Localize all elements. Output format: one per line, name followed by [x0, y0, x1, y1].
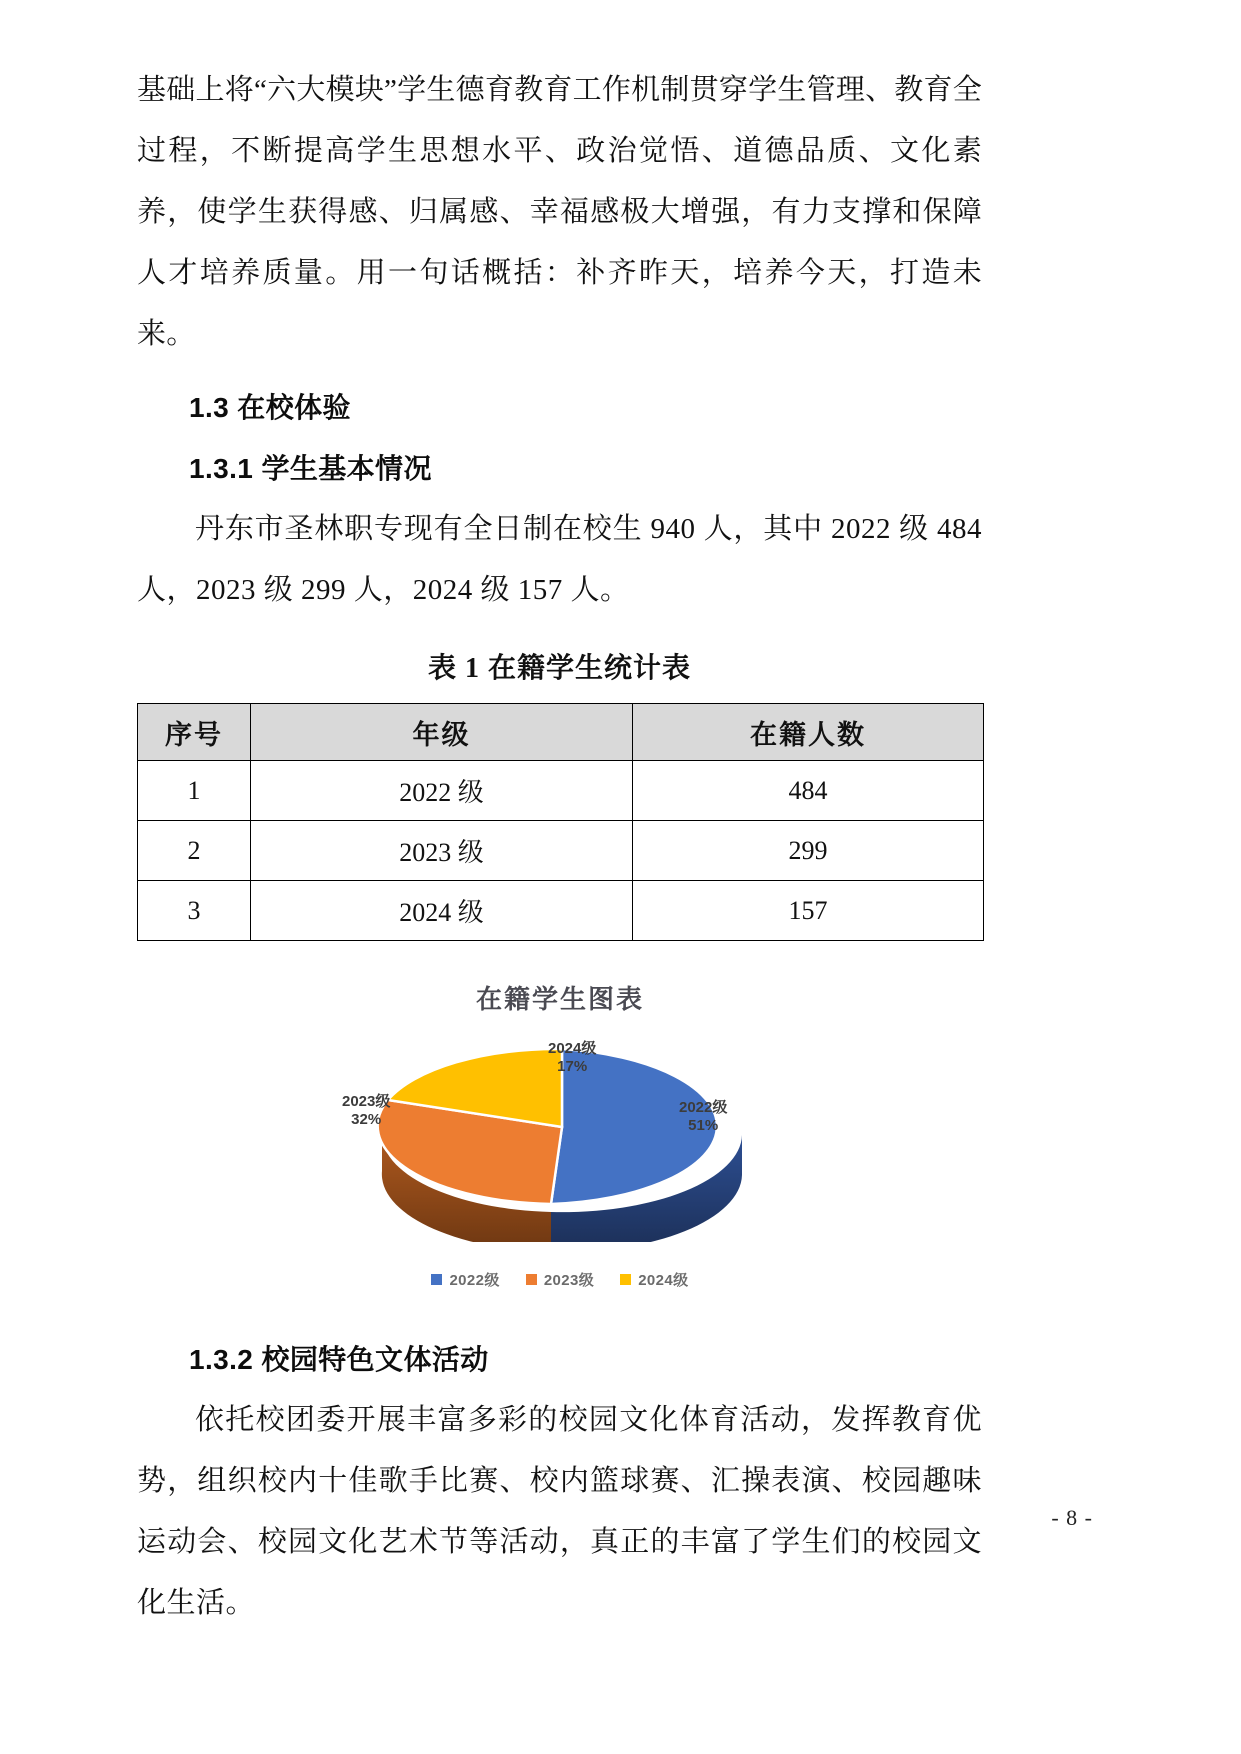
table-caption: 表 1 在籍学生统计表 [427, 653, 691, 684]
cell-index: 2 [138, 821, 251, 881]
enrolled-students-pie-chart [137, 969, 983, 1329]
table-header-index: 序号 [138, 704, 251, 761]
table-row [138, 761, 984, 821]
legend-swatch-icon [526, 1274, 537, 1285]
cell-count: 299 [633, 821, 984, 881]
pie-label-2023 [342, 1093, 390, 1129]
cell-grade: 2022 级 [251, 761, 633, 821]
chart-title: 在籍学生图表 [475, 985, 644, 1014]
chart-legend [137, 1269, 983, 1290]
enrolled-students-table [137, 703, 984, 941]
cell-index: 1 [138, 761, 251, 821]
legend-item-2023 [526, 1269, 594, 1290]
paragraph-intro: 基础上将“六大模块”学生德育教育工作机制贯穿学生管理、教育全过程，不断提高学生思想水平、政治觉悟、道德品质、文化素养，使学生获得感、归属感、幸福感极大增强，有力支撑和保障人才培养质量。用一句话概括：补齐昨天，培养今天，打造未来。 [137, 74, 982, 350]
legend-swatch-icon [620, 1274, 631, 1285]
pie-label-2022 [679, 1099, 727, 1135]
heading-1-3-1: 1.3.1 学生基本情况 [189, 453, 432, 484]
cell-count: 157 [633, 881, 984, 941]
legend-label-2024: 2024级 [638, 1272, 689, 1289]
page-number: - 8 - [1051, 1505, 1093, 1530]
table-row [138, 821, 984, 881]
heading-1-3-2: 1.3.2 校园特色文体活动 [189, 1344, 489, 1375]
table-header-row [138, 704, 984, 761]
legend-swatch-icon [431, 1274, 442, 1285]
heading-1-3: 1.3 在校体验 [189, 392, 351, 423]
table-row [138, 881, 984, 941]
legend-label-2022: 2022级 [449, 1272, 500, 1289]
pie-label-2024-percent: 17% [557, 1058, 588, 1075]
legend-item-2024 [620, 1269, 688, 1290]
pie-label-2024 [548, 1040, 596, 1076]
pie-label-2023-percent: 32% [351, 1111, 382, 1128]
pie-label-2022-name: 2022级 [679, 1099, 728, 1116]
pie-graphic [312, 1027, 812, 1237]
cell-count: 484 [633, 761, 984, 821]
pie-label-2023-name: 2023级 [342, 1093, 391, 1110]
pie-label-2024-name: 2024级 [548, 1040, 597, 1057]
cell-grade: 2023 级 [251, 821, 633, 881]
pie-label-2022-percent: 51% [688, 1117, 719, 1134]
page-content [137, 0, 982, 1634]
table-header-count: 在籍人数 [633, 704, 984, 761]
paragraph-students-overview: 丹东市圣林职专现有全日制在校生 940 人，其中 2022 级 484 人，2023 级 299 人，2024 级 157 人。 [137, 513, 982, 606]
cell-grade: 2024 级 [251, 881, 633, 941]
table-header-grade: 年级 [251, 704, 633, 761]
cell-index: 3 [138, 881, 251, 941]
legend-item-2022 [431, 1269, 499, 1290]
legend-label-2023: 2023级 [543, 1272, 595, 1289]
paragraph-activities: 依托校团委开展丰富多彩的校园文化体育活动，发挥教育优势，组织校内十佳歌手比赛、校内篮球赛、汇操表演、校园趣味运动会、校园文化艺术节等活动，真正的丰富了学生们的校园文化生活。 [137, 1404, 982, 1619]
